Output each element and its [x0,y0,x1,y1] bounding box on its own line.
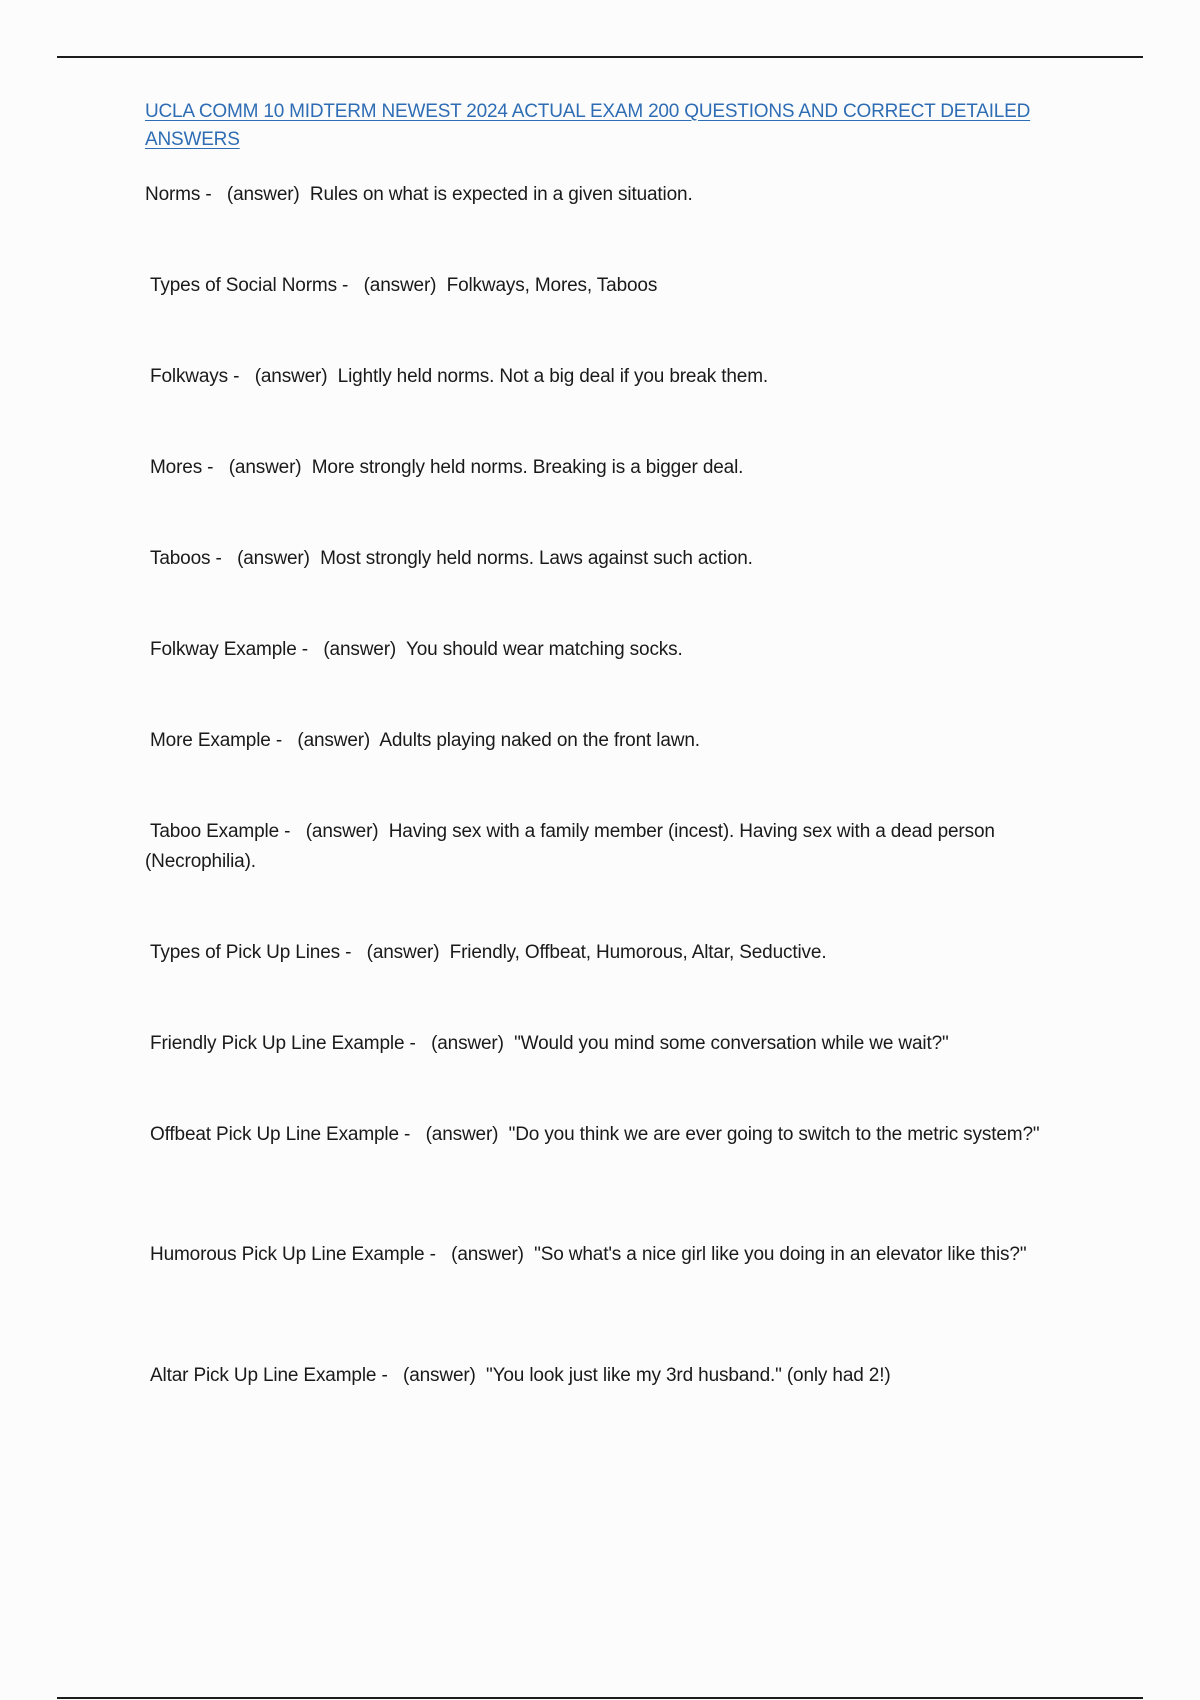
entry-term: Taboo Example [150,821,280,842]
entry-term: Folkway Example [150,639,297,660]
qa-entry: Taboo Example - (answer) Having sex with a family member (incest). Having sex with a dead person (Necrophilia). [145,821,995,872]
qa-entry: Norms - (answer) Rules on what is expected in a given situation. [145,184,693,205]
entry-answer: Folkways, Mores, Taboos [446,275,658,296]
entry-term: Offbeat Pick Up Line Example [150,1124,399,1145]
document-header [145,98,1065,154]
answer-marker: (answer) [403,1365,476,1386]
answer-marker: (answer) [297,730,371,751]
entry-term: More Example [150,730,271,751]
entry-term: Taboos [150,548,211,569]
answer-marker: (answer) [323,639,397,660]
qa-entry: Types of Pick Up Lines - (answer) Friendly, Offbeat, Humorous, Altar, Seductive. [145,938,1075,968]
qa-entry: Folkway Example - (answer) You should wear matching socks. [145,635,1075,665]
qa-entry: Types of Social Norms - (answer) Folkways, Mores, Taboos [145,271,1075,301]
entry-answer: Friendly, Offbeat, Humorous, Altar, Seductive. [449,942,827,963]
entry-term: Mores [150,457,203,478]
top-rule [57,56,1143,58]
entry-answer: "Do you think we are ever going to switch to the metric system?" [508,1124,1040,1145]
answer-marker: (answer) [363,275,437,296]
answer-marker: (answer) [366,942,440,963]
qa-entry: Mores - (answer) More strongly held norms. Breaking is a bigger deal. [145,453,1075,483]
entry-term: Types of Pick Up Lines [150,942,340,963]
bottom-rule [57,1697,1143,1699]
entry-term: Types of Social Norms [150,275,337,296]
qa-entry: Friendly Pick Up Line Example - (answer) "Would you mind some conversation while we wait?" [145,1029,1075,1059]
qa-entry: Humorous Pick Up Line Example - (answer) "So what's a nice girl like you doing in an elevator like this?" [145,1240,1075,1270]
entry-term: Norms [145,184,201,205]
answer-marker: (answer) [305,821,379,842]
entry-term: Humorous Pick Up Line Example [150,1244,425,1265]
entry-answer: "So what's a nice girl like you doing in an elevator like this?" [534,1244,1027,1265]
entry-term: Altar Pick Up Line Example [150,1365,377,1386]
answer-marker: (answer) [226,184,300,205]
qa-entry: Taboos - (answer) Most strongly held norms. Laws against such action. [145,544,1075,574]
entry-answer: More strongly held norms. Breaking is a bigger deal. [311,457,744,478]
answer-marker: (answer) [451,1244,524,1265]
entry-answer: Rules on what is expected in a given situation. [309,184,693,205]
qa-entry: Offbeat Pick Up Line Example - (answer) "Do you think we are ever going to switch to the metric system?" [145,1120,1075,1150]
answer-marker: (answer) [254,366,328,387]
entry-answer: "Would you mind some conversation while we wait?" [514,1033,949,1054]
document-title-link[interactable]: UCLA COMM 10 MIDTERM NEWEST 2024 ACTUAL EXAM 200 QUESTIONS AND CORRECT DETAILED ANSWERS [145,101,1031,150]
entry-answer: Adults playing naked on the front lawn. [379,730,700,751]
qa-entry: Folkways - (answer) Lightly held norms. Not a big deal if you break them. [145,362,1075,392]
answer-marker: (answer) [425,1124,499,1145]
entry-term: Folkways [150,366,228,387]
entry-answer: Most strongly held norms. Laws against such action. [320,548,753,569]
answer-marker: (answer) [431,1033,504,1054]
qa-entry: More Example - (answer) Adults playing naked on the front lawn. [145,726,1075,756]
entry-answer: Having sex with a family member (incest). Having sex with a dead person (Necrophilia). [145,821,995,872]
entry-answer: You should wear matching socks. [405,639,683,660]
entry-answer: Lightly held norms. Not a big deal if you break them. [337,366,769,387]
qa-entry: Altar Pick Up Line Example - (answer) "You look just like my 3rd husband." (only had 2!) [145,1361,1075,1391]
entry-answer: "You look just like my 3rd husband." (only had 2!) [486,1365,891,1386]
answer-marker: (answer) [237,548,310,569]
entry-term: Friendly Pick Up Line Example [150,1033,405,1054]
answer-marker: (answer) [228,457,302,478]
